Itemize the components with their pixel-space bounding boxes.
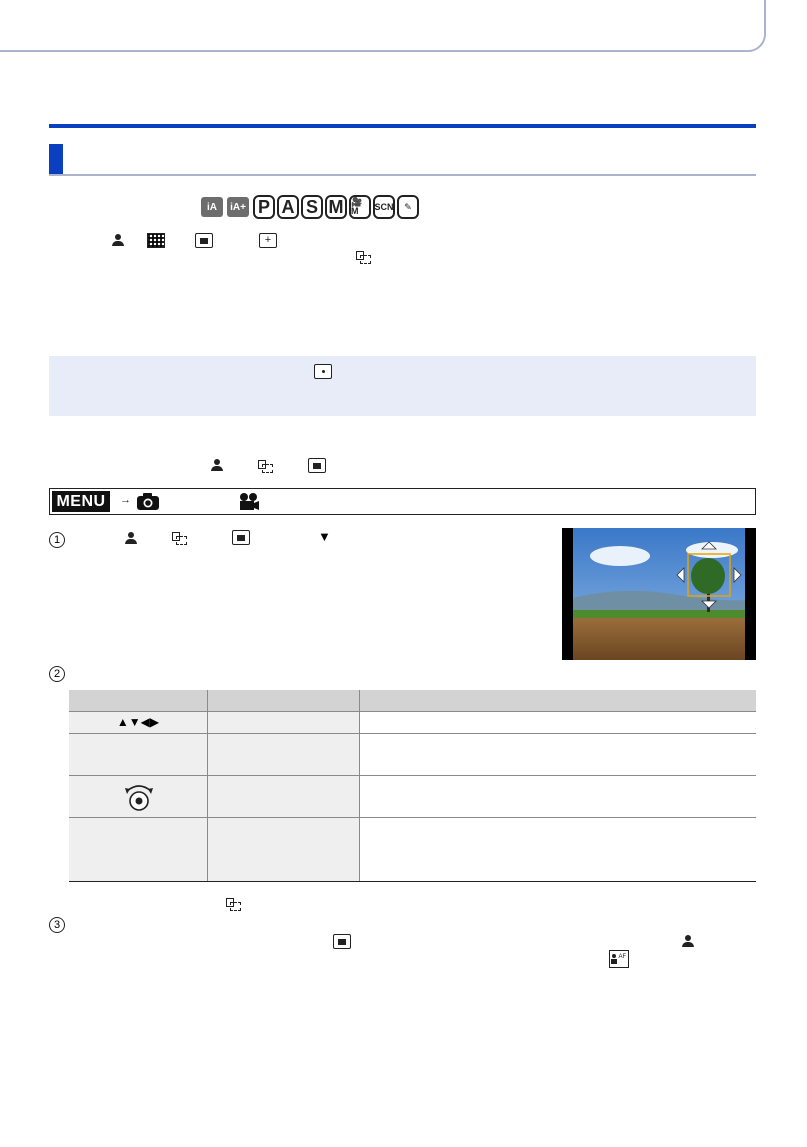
intelligent-auto-mode-icon: iA — [201, 197, 223, 217]
scene-mode-icon: SCN — [373, 195, 395, 219]
step-2-marker: 2 — [49, 666, 65, 682]
menu-path — [49, 488, 756, 515]
step-1-marker: 1 — [49, 532, 65, 548]
creative-video-mode-icon: 🎥M — [349, 195, 371, 219]
section-rule — [49, 124, 756, 128]
one-area-icon — [195, 233, 213, 248]
table-column-touch — [207, 711, 359, 881]
pinpoint-icon: + — [259, 233, 277, 248]
face-detect-icon — [121, 530, 141, 546]
multi-area-icon — [356, 251, 372, 265]
shutter-mode-icon: S — [301, 195, 323, 219]
preview-scene — [562, 528, 756, 660]
face-detect-icon — [678, 933, 698, 949]
svg-text:AF: AF — [618, 954, 627, 960]
af-area-preview-photo — [562, 528, 756, 660]
spot-icon — [314, 364, 332, 379]
table-header — [69, 690, 756, 711]
face-detect-icon — [108, 232, 128, 248]
grid-area-icon — [147, 233, 165, 248]
face-eye-af-icon — [609, 950, 629, 968]
multi-area-icon — [172, 532, 188, 546]
one-area-icon — [308, 458, 326, 473]
multi-area-icon — [258, 460, 274, 474]
one-area-icon — [232, 530, 250, 545]
intelligent-auto-plus-mode-icon: iA+ — [227, 197, 249, 217]
program-mode-icon: P — [253, 195, 275, 219]
page-top-frame — [0, 0, 766, 52]
control-dial-icon — [122, 782, 156, 812]
note-box — [49, 356, 756, 416]
menu-button-icon: MENU — [52, 491, 110, 512]
video-rec-icon — [238, 492, 260, 511]
cursor-buttons-icon: ▲▼◀▶ — [116, 715, 160, 729]
recording-mode-icons — [201, 194, 421, 220]
manual-mode-icon: M — [325, 195, 347, 219]
multi-area-icon — [226, 898, 242, 912]
camera-rec-icon — [136, 492, 160, 511]
aperture-mode-icon: A — [277, 195, 299, 219]
heading-underline — [49, 174, 756, 176]
face-detect-icon — [207, 457, 227, 473]
arrow-right-icon: → — [120, 494, 131, 506]
one-area-icon — [333, 934, 351, 949]
heading-marker — [49, 144, 63, 174]
down-arrow-icon: ▼ — [318, 529, 331, 544]
creative-control-mode-icon: ✎ — [397, 195, 419, 219]
operation-table — [69, 690, 756, 892]
step-3-marker: 3 — [49, 917, 65, 933]
